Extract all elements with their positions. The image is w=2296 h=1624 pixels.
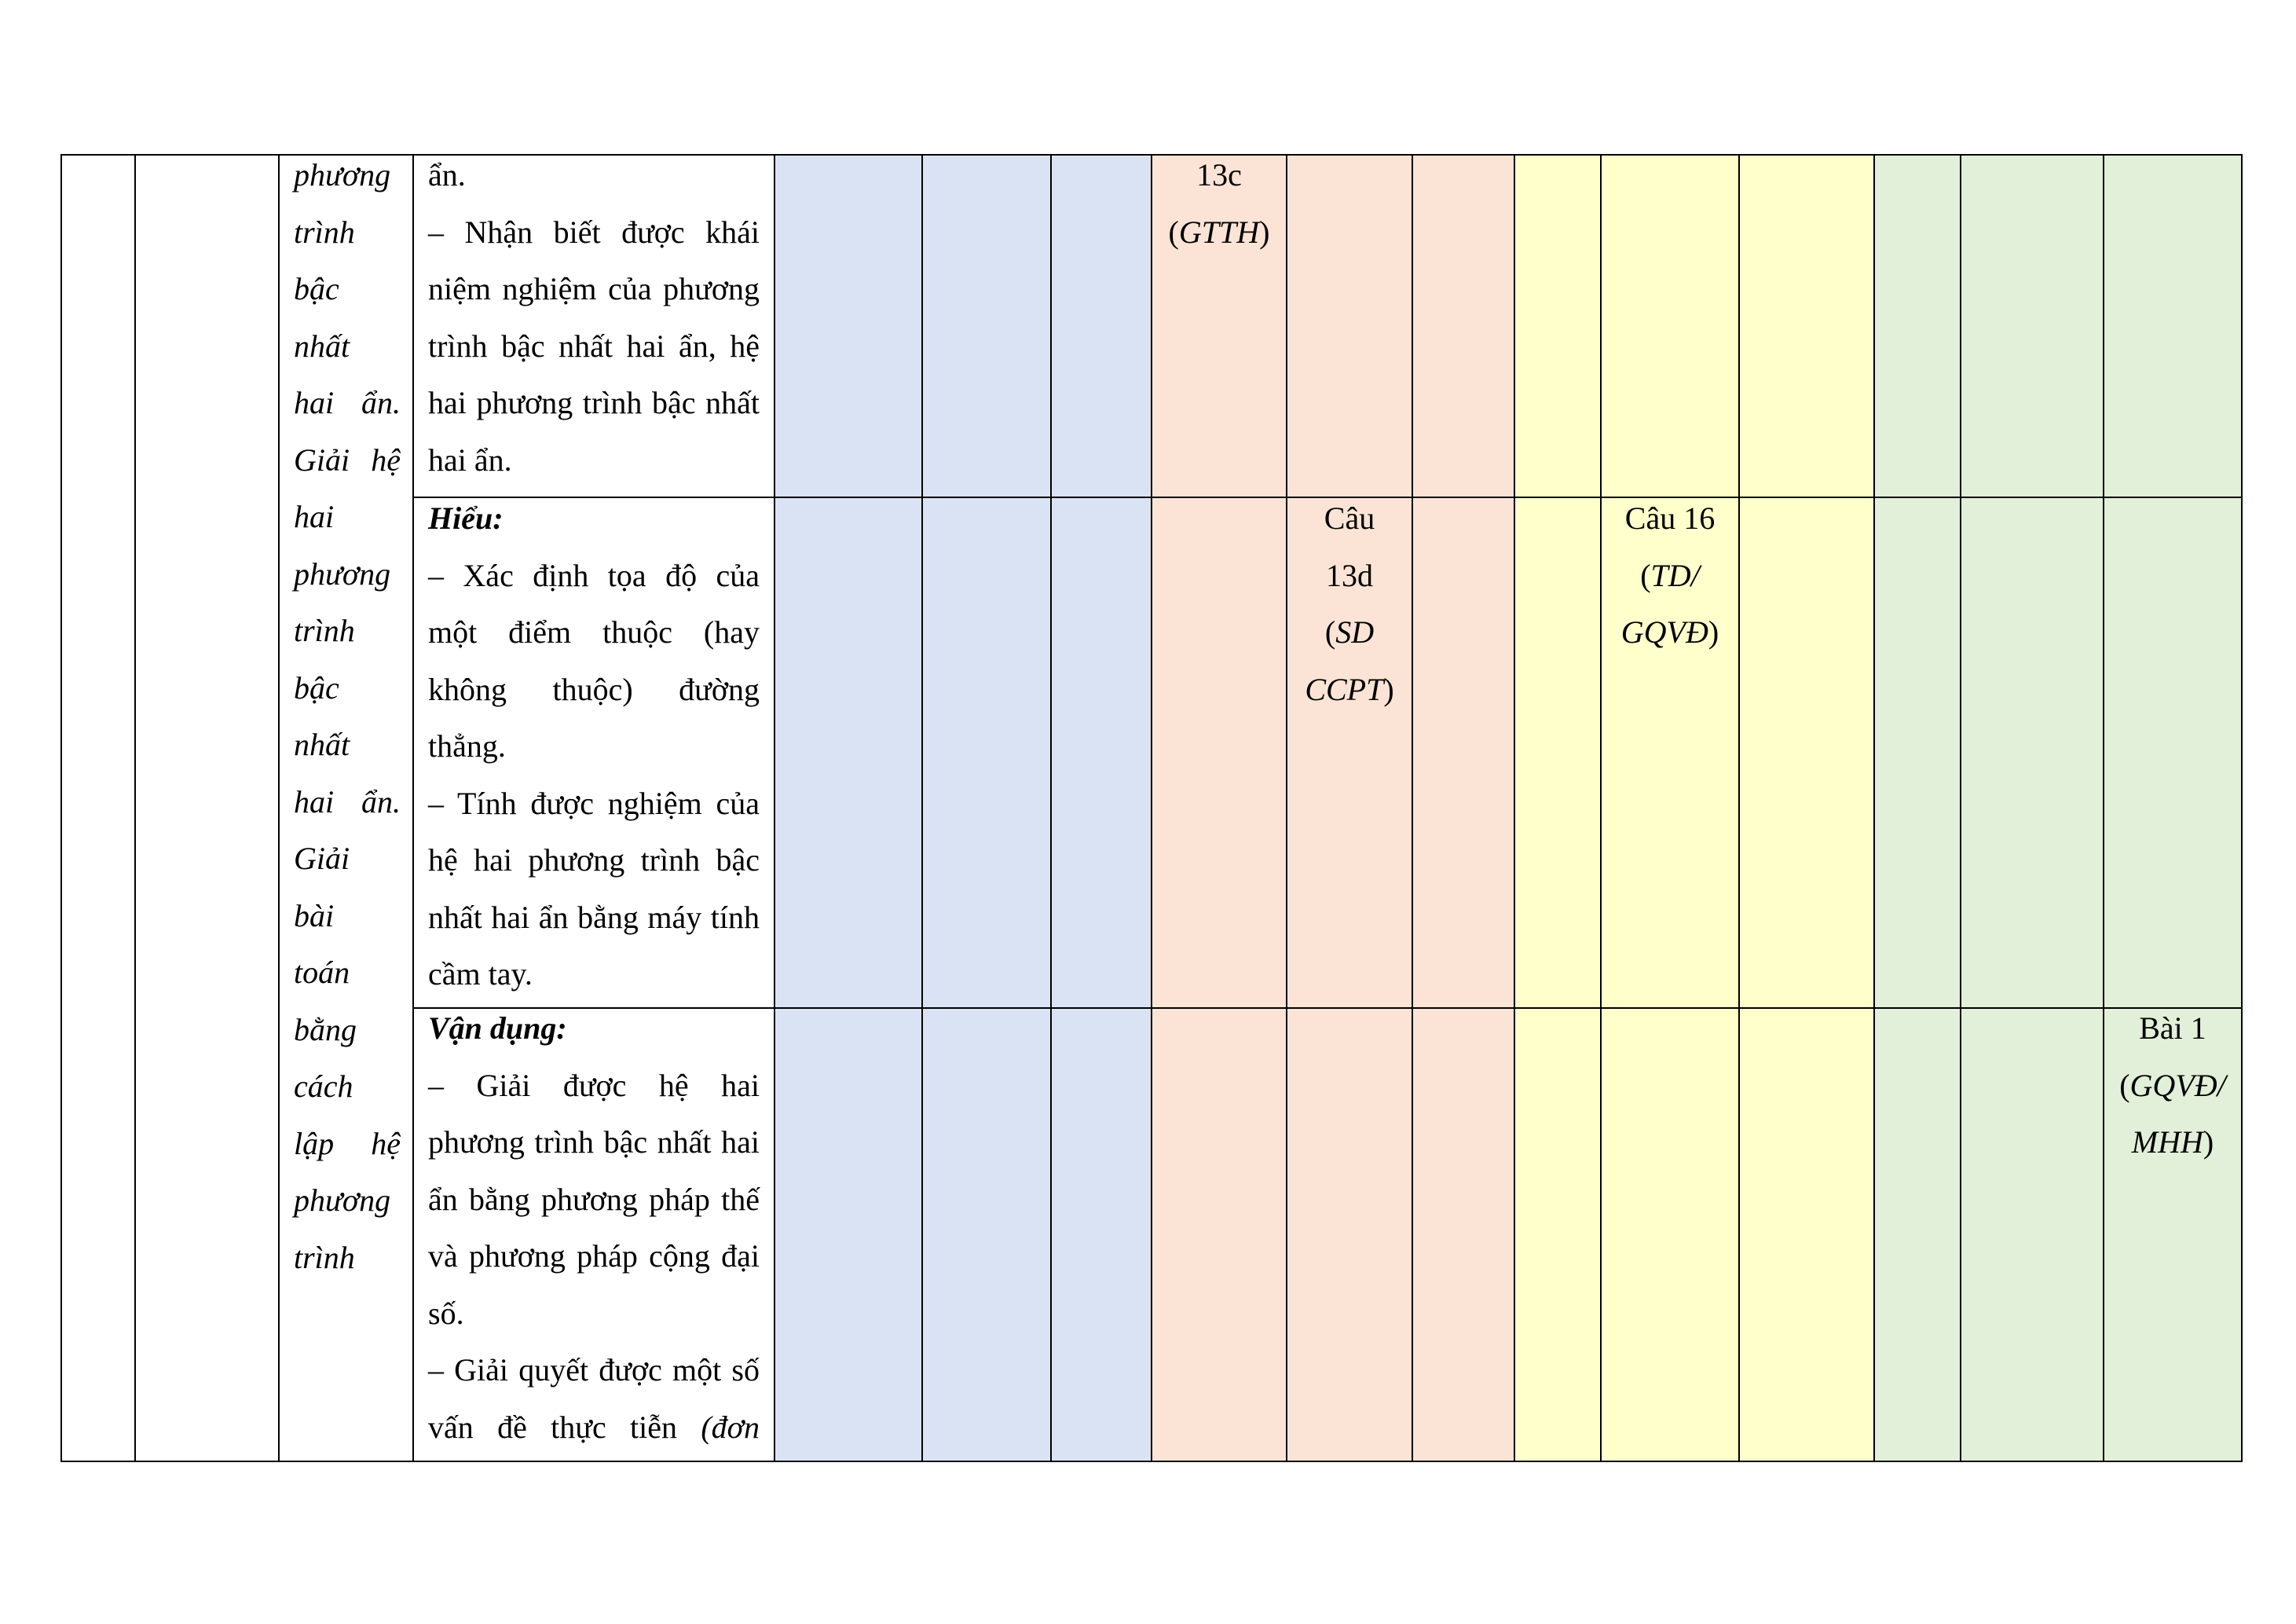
- competency-code: MHH: [2131, 1124, 2203, 1160]
- mark-line: CCPT): [1305, 671, 1394, 707]
- desc-line: phương trình bậc nhất hai: [428, 1124, 760, 1160]
- column-yellow-3: [1739, 155, 1874, 1461]
- column-blue-3: [1051, 155, 1152, 1461]
- desc-line: – Tính được nghiệm của: [428, 785, 760, 821]
- grid-line: [1050, 155, 1052, 1461]
- grid-line: [1286, 155, 1287, 1461]
- desc-line: không thuộc) đường: [428, 671, 760, 707]
- column-peach-1: [1152, 155, 1287, 1461]
- topic-line: trình: [294, 214, 355, 250]
- hieu-heading: Hiểu:: [428, 500, 504, 536]
- column-blue-1: [774, 155, 922, 1461]
- topic-line: nhất: [294, 328, 350, 364]
- desc-line: thẳng.: [428, 728, 506, 764]
- mark-line: GQVĐ): [1620, 614, 1719, 650]
- topic-line: bậc: [294, 271, 339, 306]
- grid-line: [774, 155, 775, 1461]
- mark-line: 13d: [1326, 557, 1373, 593]
- hieu-description: [428, 490, 760, 1003]
- topic-line: hai ẩn.: [294, 385, 401, 420]
- mark-line: Bài 1: [2139, 1010, 2206, 1046]
- grid-line: [1873, 155, 1875, 1461]
- column-blue-2: [922, 155, 1051, 1461]
- desc-line-plain: vấn đề thực tiễn: [428, 1409, 701, 1445]
- topic-line: phương: [294, 157, 391, 192]
- grid-line: [921, 155, 923, 1461]
- desc-line-italic: (đơn: [701, 1409, 760, 1445]
- grid-line: [1738, 155, 1740, 1461]
- mark-line: (SD: [1324, 614, 1375, 650]
- mark-line: 13c: [1196, 157, 1242, 192]
- desc-line: – Giải quyết được một số: [428, 1352, 760, 1388]
- topic-line: Giải hệ: [294, 442, 401, 478]
- desc-line: niệm nghiệm của phương: [428, 271, 760, 306]
- mark-line: (GQVĐ/: [2119, 1067, 2226, 1103]
- column-green-1: [1874, 155, 1961, 1461]
- grid-line: [2241, 155, 2243, 1461]
- desc-line: trình bậc nhất hai ẩn, hệ: [428, 328, 760, 364]
- nhan-biet-description: [428, 147, 760, 489]
- topic-line: lập hệ: [294, 1125, 401, 1161]
- desc-line: cầm tay.: [428, 956, 533, 992]
- mark-line: (GTTH): [1168, 214, 1270, 250]
- desc-line: ẩn.: [428, 157, 466, 192]
- topic-line: nhất: [294, 727, 350, 762]
- topic-line: toán: [294, 955, 350, 990]
- desc-line: hệ hai phương trình bậc: [428, 842, 760, 878]
- van-dung-description: [428, 1000, 760, 1456]
- topic-line: phương: [294, 1182, 391, 1218]
- mark-line: Câu: [1324, 500, 1375, 536]
- grid-line: [60, 155, 62, 1461]
- grid-line: [412, 155, 414, 1461]
- mark-line: Câu 16: [1624, 500, 1716, 536]
- desc-line: một điểm thuộc (hay: [428, 614, 760, 650]
- van-dung-heading: Vận dụng:: [428, 1010, 567, 1046]
- competency-code: SD: [1335, 614, 1375, 650]
- grid-line: [2103, 155, 2104, 1461]
- grid-line: [1514, 155, 1515, 1461]
- grid-line: [1960, 155, 1961, 1461]
- competency-code: GQVĐ/: [2129, 1067, 2226, 1103]
- desc-line: hai phương trình bậc nhất: [428, 385, 760, 420]
- column-peach-3: [1412, 155, 1514, 1461]
- mark-line: MHH): [2131, 1124, 2214, 1160]
- desc-line: ẩn bằng phương pháp thế: [428, 1181, 760, 1217]
- topic-line: cách: [294, 1069, 353, 1104]
- column-yellow-1: [1514, 155, 1601, 1461]
- competency-code: TD/: [1650, 557, 1700, 593]
- topic-line: phương: [294, 555, 391, 592]
- topic-line: hai: [294, 499, 335, 534]
- desc-line: và phương pháp cộng đại: [428, 1238, 760, 1274]
- mark-line: (TD/: [1640, 557, 1700, 593]
- desc-line: – Xác định tọa độ của: [428, 557, 760, 593]
- column-peach-2: [1287, 155, 1412, 1461]
- topic-line: bằng: [294, 1011, 357, 1047]
- mark-bai-1: [2104, 1000, 2242, 1171]
- grid-line: [1600, 155, 1602, 1461]
- topic-cell: [294, 147, 401, 1286]
- grid-line: [134, 155, 136, 1461]
- topic-line: Giải: [294, 841, 350, 876]
- grid-line: [1412, 155, 1413, 1461]
- mark-13d: [1287, 490, 1412, 718]
- topic-line: bậc: [294, 669, 339, 706]
- desc-line: hai ẩn.: [428, 442, 512, 478]
- desc-line: số.: [428, 1295, 464, 1331]
- competency-code: GTTH: [1178, 214, 1260, 250]
- mark-16: [1601, 490, 1739, 662]
- topic-line: hai ẩn.: [294, 783, 401, 819]
- column-yellow-2: [1601, 155, 1739, 1461]
- grid-line-bottom: [60, 1461, 2243, 1462]
- mark-13c: [1152, 147, 1287, 261]
- desc-line: – Nhận biết được khái: [428, 214, 760, 250]
- topic-line: bài: [294, 897, 335, 933]
- desc-line: – Giải được hệ hai: [428, 1067, 760, 1103]
- grid-line: [1151, 155, 1152, 1461]
- competency-code: GQVĐ: [1620, 614, 1708, 650]
- column-green-2: [1961, 155, 2104, 1461]
- topic-line: trình: [294, 613, 355, 648]
- topic-line: trình: [294, 1239, 355, 1275]
- desc-line: [428, 1399, 760, 1457]
- competency-code: CCPT: [1305, 671, 1384, 707]
- column-green-3: [2104, 155, 2242, 1461]
- desc-line: nhất hai ẩn bằng máy tính: [428, 899, 760, 935]
- grid-line: [278, 155, 280, 1461]
